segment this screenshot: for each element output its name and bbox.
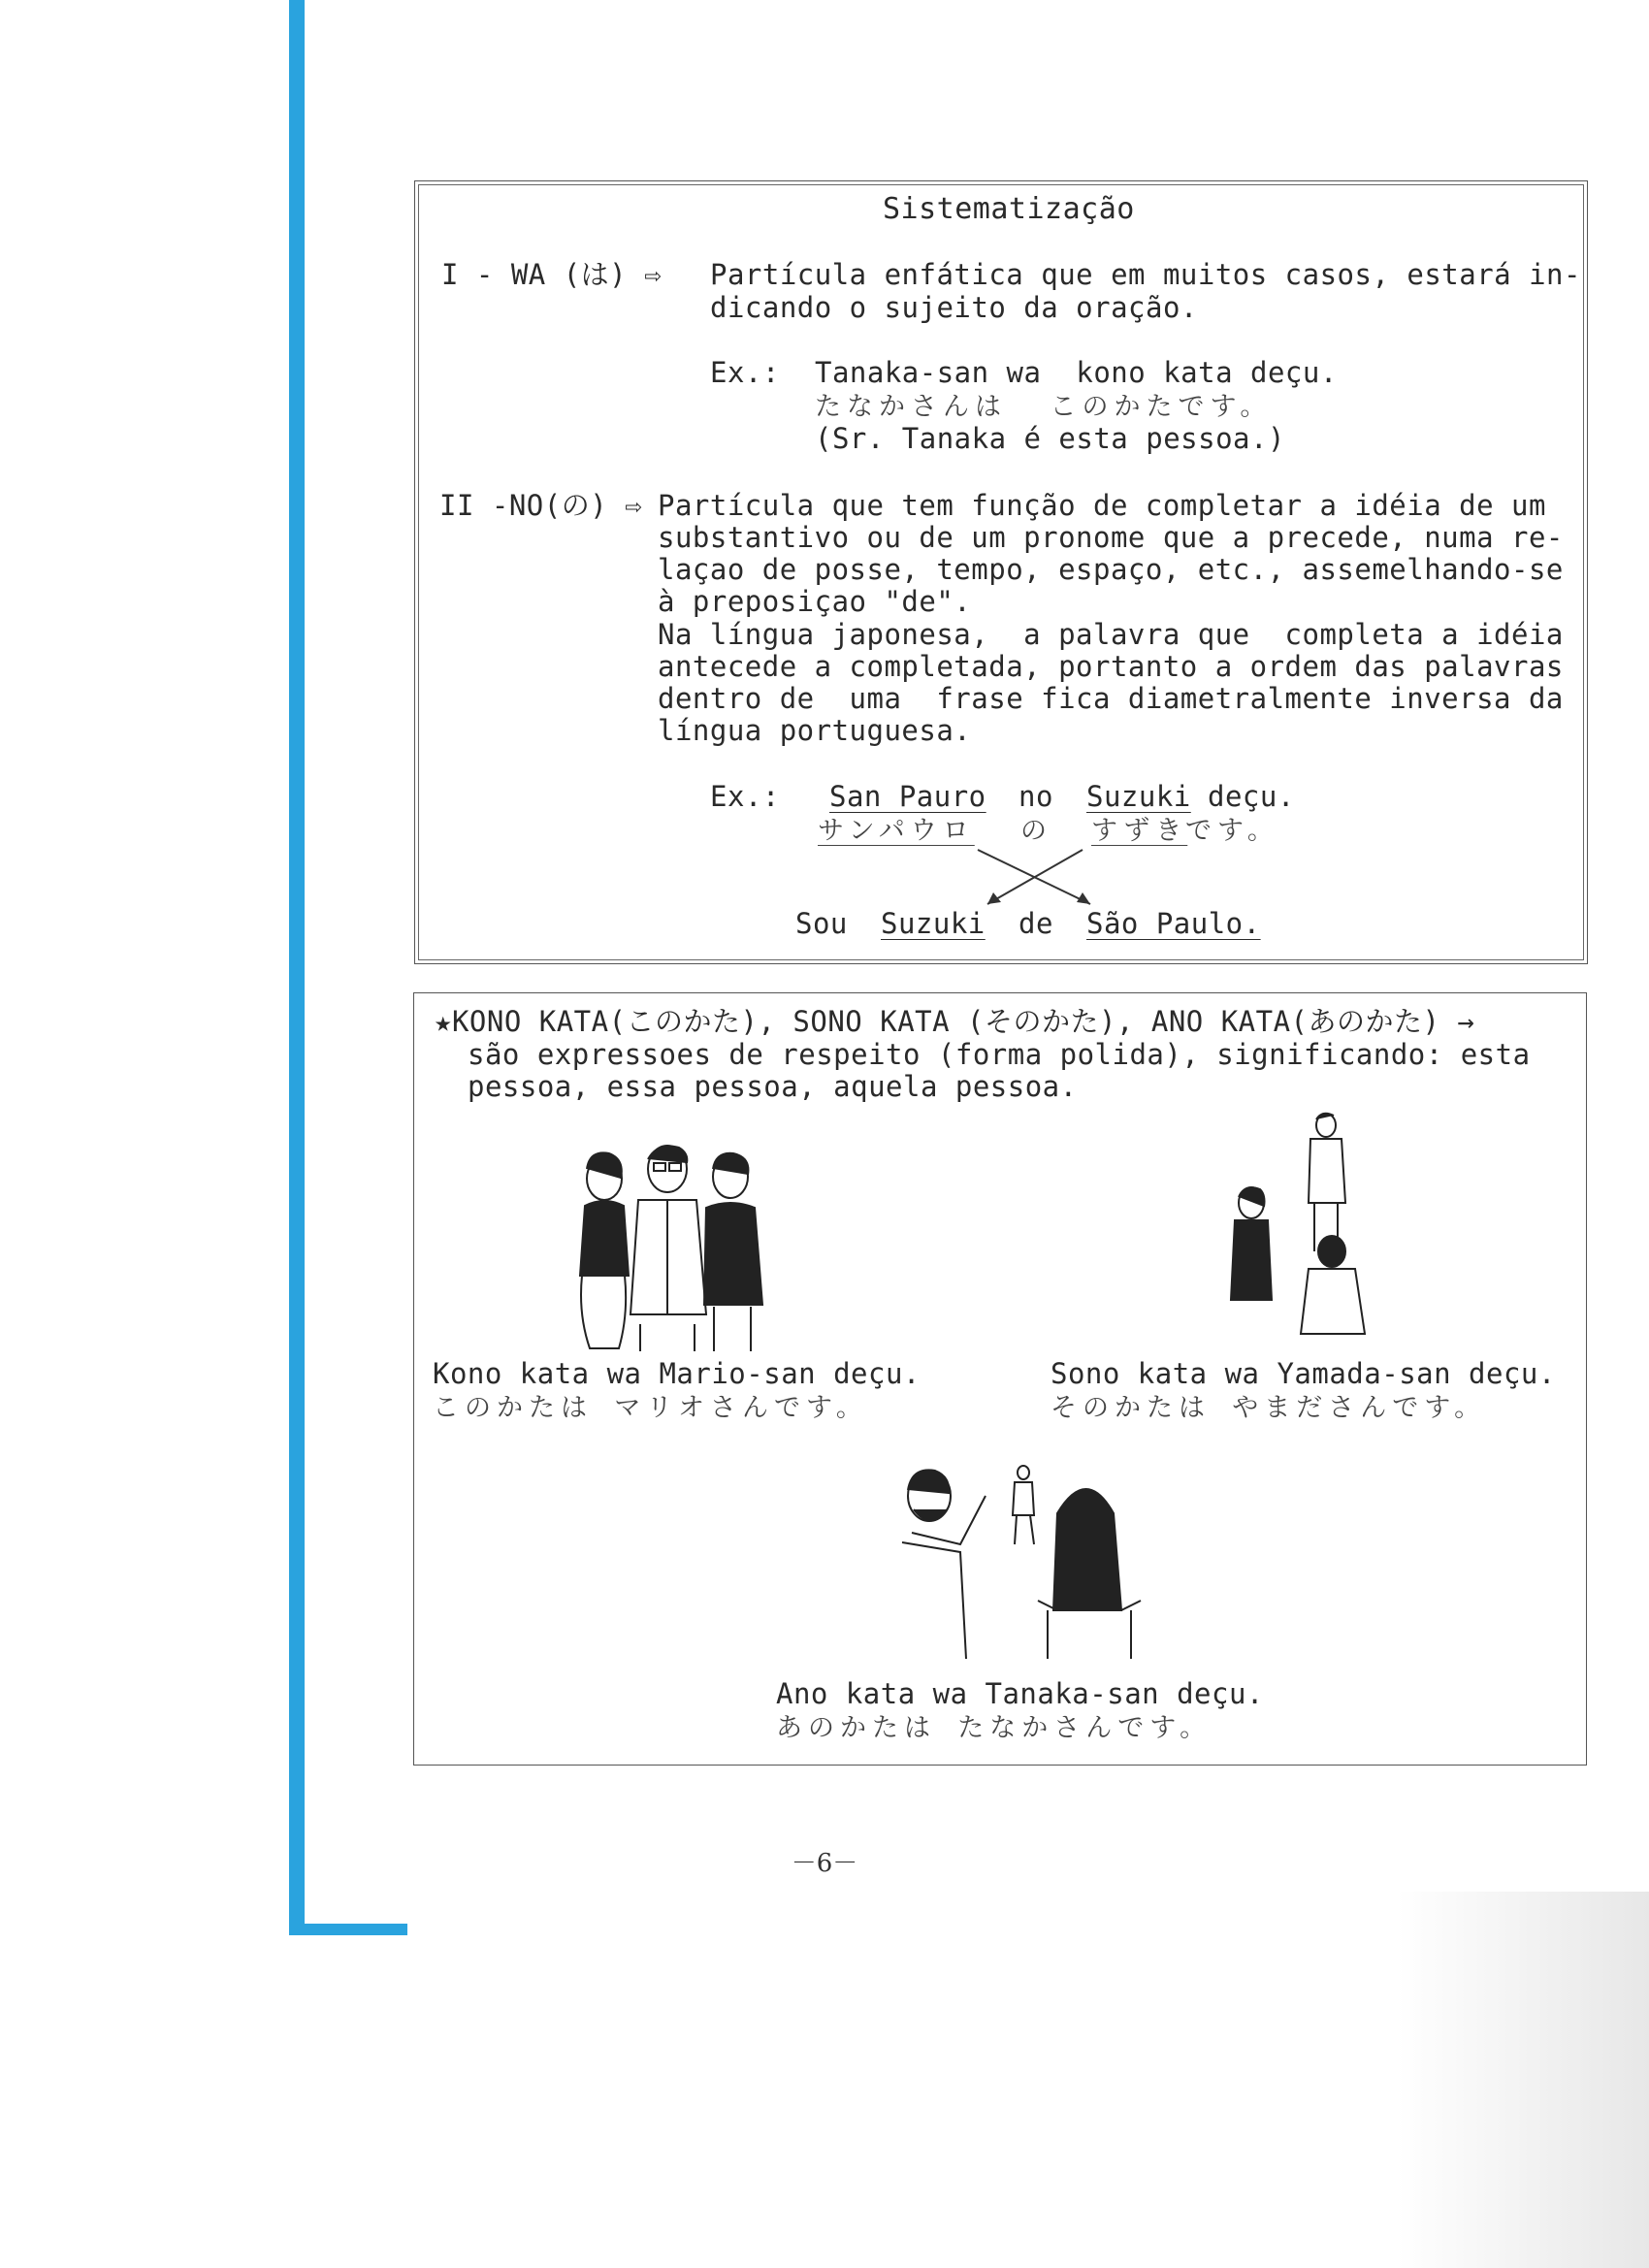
- caption3-kana: あのかたは たなかさんです。: [776, 1713, 1212, 1743]
- pt-word1: Sou: [795, 907, 848, 940]
- wa-example-kana: たなかさんは このかたです。: [815, 392, 1273, 422]
- no-example-word4: deçu.: [1208, 780, 1295, 813]
- man-glasses-right: [669, 1163, 681, 1171]
- far-figure-legs: [1015, 1515, 1034, 1544]
- illustration-kono-kata: [561, 1130, 774, 1353]
- section-title: Sistematização: [883, 192, 1135, 226]
- kata-intro-line1: ★KONO KATA(このかた), SONO KATA (そのかた), ANO KATA(あのかた) →: [435, 1005, 1475, 1038]
- wa-example-label: Ex.:: [710, 356, 780, 389]
- no-desc-line8: língua portuguesa.: [658, 714, 972, 747]
- kata-intro-line2: são expressoes de respeito (forma polida), significando: esta: [468, 1038, 1531, 1071]
- bearded-man-hair: [908, 1470, 949, 1494]
- wa-desc-line2: dicando o sujeito da oração.: [710, 291, 1198, 324]
- caption1-romaji: Kono kata wa Mario-san deçu.: [433, 1357, 921, 1390]
- cross-arrow-line-2: [987, 850, 1083, 904]
- wa-example-translation: (Sr. Tanaka é esta pessoa.): [815, 422, 1285, 455]
- near-man-head: [1318, 1236, 1345, 1267]
- illustration-sono-kata: [1217, 1106, 1382, 1339]
- woman-hair: [587, 1152, 622, 1179]
- caption1-kana: このかたは マリオさんです。: [433, 1393, 868, 1423]
- wa-desc-line1: Partícula enfática que em muitos casos, estará in-: [710, 258, 1581, 291]
- far-figure-head: [1018, 1466, 1029, 1479]
- no-example-word1: San Pauro: [829, 780, 986, 813]
- no-example-label: Ex.:: [710, 780, 780, 813]
- near-man-body: [1301, 1269, 1365, 1334]
- no-example-word2: no: [1018, 780, 1053, 813]
- wa-example-romaji: Tanaka-san wa kono kata deçu.: [815, 356, 1338, 389]
- pt-word4: São Paulo.: [1086, 907, 1261, 940]
- page-number: －6－: [791, 1849, 858, 1878]
- no-desc-line6: antecede a completada, portanto a ordem das palavras: [658, 650, 1564, 683]
- no-desc-line3: laçao de posse, tempo, espaço, etc., assemelhando-se: [658, 553, 1564, 586]
- no-example-kana1: サンパウロ: [818, 816, 975, 846]
- pt-word2: Suzuki: [881, 907, 986, 940]
- kata-intro-line3: pessoa, essa pessoa, aquela pessoa.: [468, 1070, 1078, 1103]
- far-figure-body: [1013, 1482, 1034, 1515]
- no-desc-line2: substantivo ou de um pronome que a precede, numa re-: [658, 521, 1564, 554]
- woman-skirt: [581, 1276, 626, 1348]
- book-spine-edge: [289, 0, 305, 1926]
- no-example-word3: Suzuki: [1086, 780, 1191, 813]
- bearded-man-body: [902, 1542, 966, 1659]
- word-order-cross-arrows: [970, 844, 1106, 912]
- caption3-romaji: Ano kata wa Tanaka-san deçu.: [776, 1677, 1264, 1710]
- youth-legs: [714, 1307, 751, 1351]
- scan-shadow: [1397, 1892, 1649, 2268]
- long-hair-woman-body: [1048, 1610, 1131, 1659]
- youth-hair: [713, 1153, 748, 1175]
- pt-word3: de: [1018, 907, 1053, 940]
- no-example-kana3: すずき: [1091, 816, 1188, 846]
- far-man-body: [1309, 1139, 1345, 1203]
- no-desc-line1: Partícula que tem função de completar a idéia de um: [658, 489, 1546, 522]
- no-label: II -NO(の) ⇨: [439, 489, 643, 522]
- book-spine-foot: [289, 1924, 407, 1935]
- no-example-kana2: の: [1020, 816, 1052, 846]
- man-legs: [640, 1324, 695, 1351]
- caption2-romaji: Sono kata wa Yamada-san deçu.: [1051, 1357, 1556, 1390]
- no-desc-line7: dentro de uma frase fica diametralmente inversa da: [658, 682, 1564, 715]
- caption2-kana: そのかたは やまださんです。: [1051, 1393, 1487, 1423]
- wa-label: I - WA (は) ⇨: [441, 258, 663, 291]
- man-hair: [648, 1147, 687, 1164]
- no-desc-line4: à preposiçao "de".: [658, 585, 972, 618]
- no-desc-line5: Na língua japonesa, a palavra que completa a idéia: [658, 618, 1564, 651]
- woman-body: [580, 1201, 629, 1276]
- no-example-kana4: です。: [1185, 816, 1279, 846]
- man-glasses-left: [654, 1163, 665, 1171]
- near-woman-body: [1231, 1220, 1272, 1300]
- illustration-ano-kata: [892, 1455, 1145, 1669]
- near-woman-hair: [1239, 1187, 1265, 1207]
- youth-jacket: [704, 1203, 762, 1305]
- long-hair-woman-hair: [1053, 1489, 1121, 1610]
